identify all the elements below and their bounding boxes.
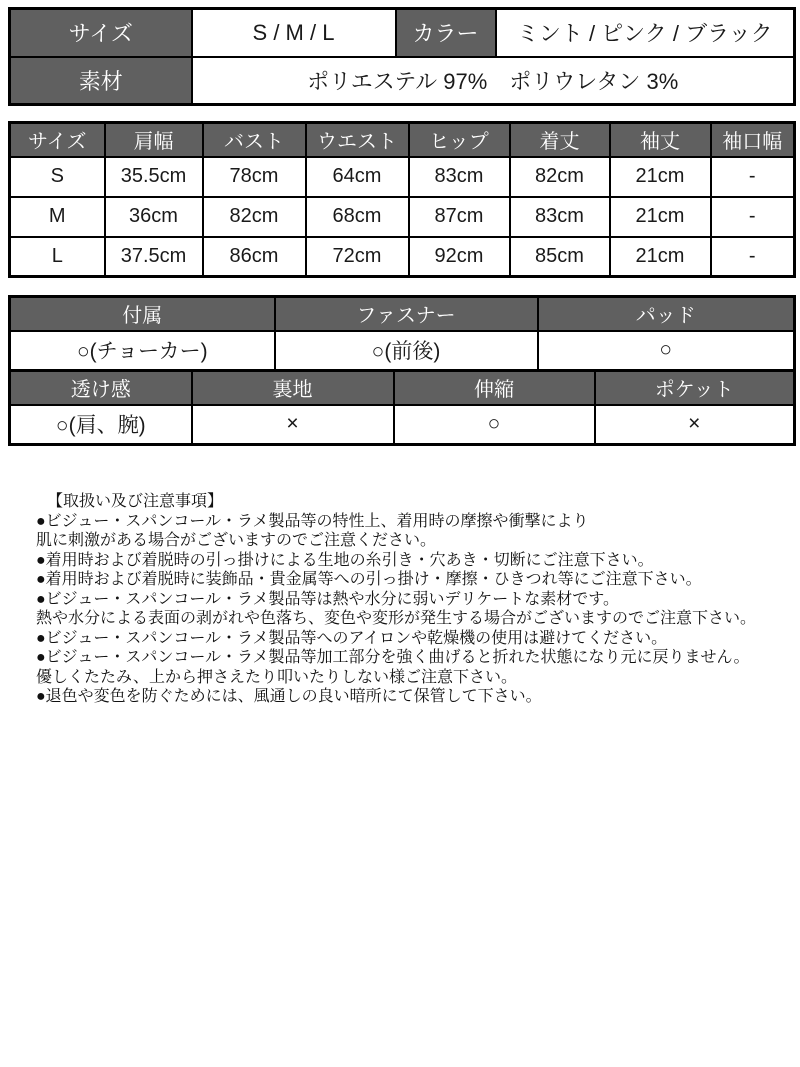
care-notes-title: 【取扱い及び注意事項】 [47,493,224,510]
column-header: 裏地 [192,371,394,405]
measure-cell: 21cm [610,157,711,197]
size-cell: S [10,157,105,197]
column-header: ポケット [595,371,795,405]
table-row [10,9,795,57]
measure-cell: 21cm [610,237,711,277]
care-note-line: ●ビジュー・スパンコール・ラメ製品等は熱や水分に弱いデリケートな素材です。 [36,590,619,608]
measure-cell: 37.5cm [105,237,203,277]
measure-cell: 78cm [203,157,306,197]
care-note-line: 優しくたたみ、上から押さえたり叩いたりしない様ご注意下さい。 [36,668,517,686]
column-header: 袖口幅 [711,123,795,157]
spec-table [8,7,796,106]
column-header: 肩幅 [105,123,203,157]
measure-cell: 21cm [610,197,711,237]
size-header: サイズ [10,9,192,57]
table-row-size-l [10,237,795,277]
material-value: ポリエステル 97% ポリウレタン 3% [192,57,795,105]
size-cell: M [10,197,105,237]
feature-value: ○(チョーカー) [10,331,275,371]
column-header: ファスナー [275,297,538,331]
measure-cell: 86cm [203,237,306,277]
column-header: 袖丈 [610,123,711,157]
size-cell: L [10,237,105,277]
feature-value: ○ [394,405,595,445]
column-header: 着丈 [510,123,610,157]
color-value: ミント / ピンク / ブラック [496,9,795,57]
measure-cell: 83cm [409,157,510,197]
measure-cell: 87cm [409,197,510,237]
care-note-line: ●ビジュー・スパンコール・ラメ製品等へのアイロンや乾燥機の使用は避けてください。 [36,629,668,647]
care-note-line: ●着用時および着脱時に装飾品・貴金属等への引っ掛け・摩擦・ひきつれ等にご注意下さい。 [36,571,702,588]
measure-cell: 92cm [409,237,510,277]
feature-value: × [192,405,394,445]
measure-cell: 82cm [510,157,610,197]
feature-value: ○(前後) [275,331,538,371]
table-row-size-s [10,157,795,197]
features-table-bottom [8,369,796,446]
table-row-size-m [10,197,795,237]
measure-cell: 82cm [203,197,306,237]
measure-cell: 68cm [306,197,409,237]
column-header: ヒップ [409,123,510,157]
features-header-row [10,371,795,405]
features-value-row [10,405,795,445]
feature-value: × [595,405,795,445]
measure-cell: 35.5cm [105,157,203,197]
measure-cell: - [711,197,795,237]
feature-value: ○(肩、腕) [10,405,192,445]
measurements-header-row [10,123,795,157]
features-table-top [8,295,796,372]
care-notes [8,492,793,707]
column-header: ウエスト [306,123,409,157]
care-note-line: ●ビジュー・スパンコール・ラメ製品等の特性上、着用時の摩擦や衝撃により [36,512,589,530]
care-note-line: ●退色や変色を防ぐためには、風通しの良い暗所にて保管して下さい。 [36,688,542,705]
measure-cell: - [711,157,795,197]
measure-cell: - [711,237,795,277]
column-header: サイズ [10,123,105,157]
table-row [10,57,795,105]
column-header: 透け感 [10,371,192,405]
feature-value: ○ [538,331,795,371]
measure-cell: 85cm [510,237,610,277]
column-header: 付属 [10,297,275,331]
measure-cell: 83cm [510,197,610,237]
features-header-row [10,297,795,331]
column-header: 伸縮 [394,371,595,405]
size-value: S / M / L [192,9,396,57]
column-header: パッド [538,297,795,331]
measure-cell: 64cm [306,157,409,197]
column-header: バスト [203,123,306,157]
care-note-line: ●着用時および着脱時の引っ掛けによる生地の糸引き・穴あき・切断にご注意下さい。 [36,551,654,569]
measure-cell: 72cm [306,237,409,277]
care-note-line: 熱や水分による表面の剥がれや色落ち、変色や変形が発生する場合がございますのでご注意下さい。 [36,610,757,627]
measurements-table [8,121,796,278]
measure-cell: 36cm [105,197,203,237]
color-header: カラー [396,9,496,57]
material-header: 素材 [10,57,192,105]
care-note-line: ●ビジュー・スパンコール・ラメ製品等加工部分を強く曲げると折れた状態になり元に戻りません。 [36,649,750,666]
care-note-line: 肌に刺激がある場合がございますのでご注意ください。 [36,532,437,549]
features-value-row [10,331,795,371]
